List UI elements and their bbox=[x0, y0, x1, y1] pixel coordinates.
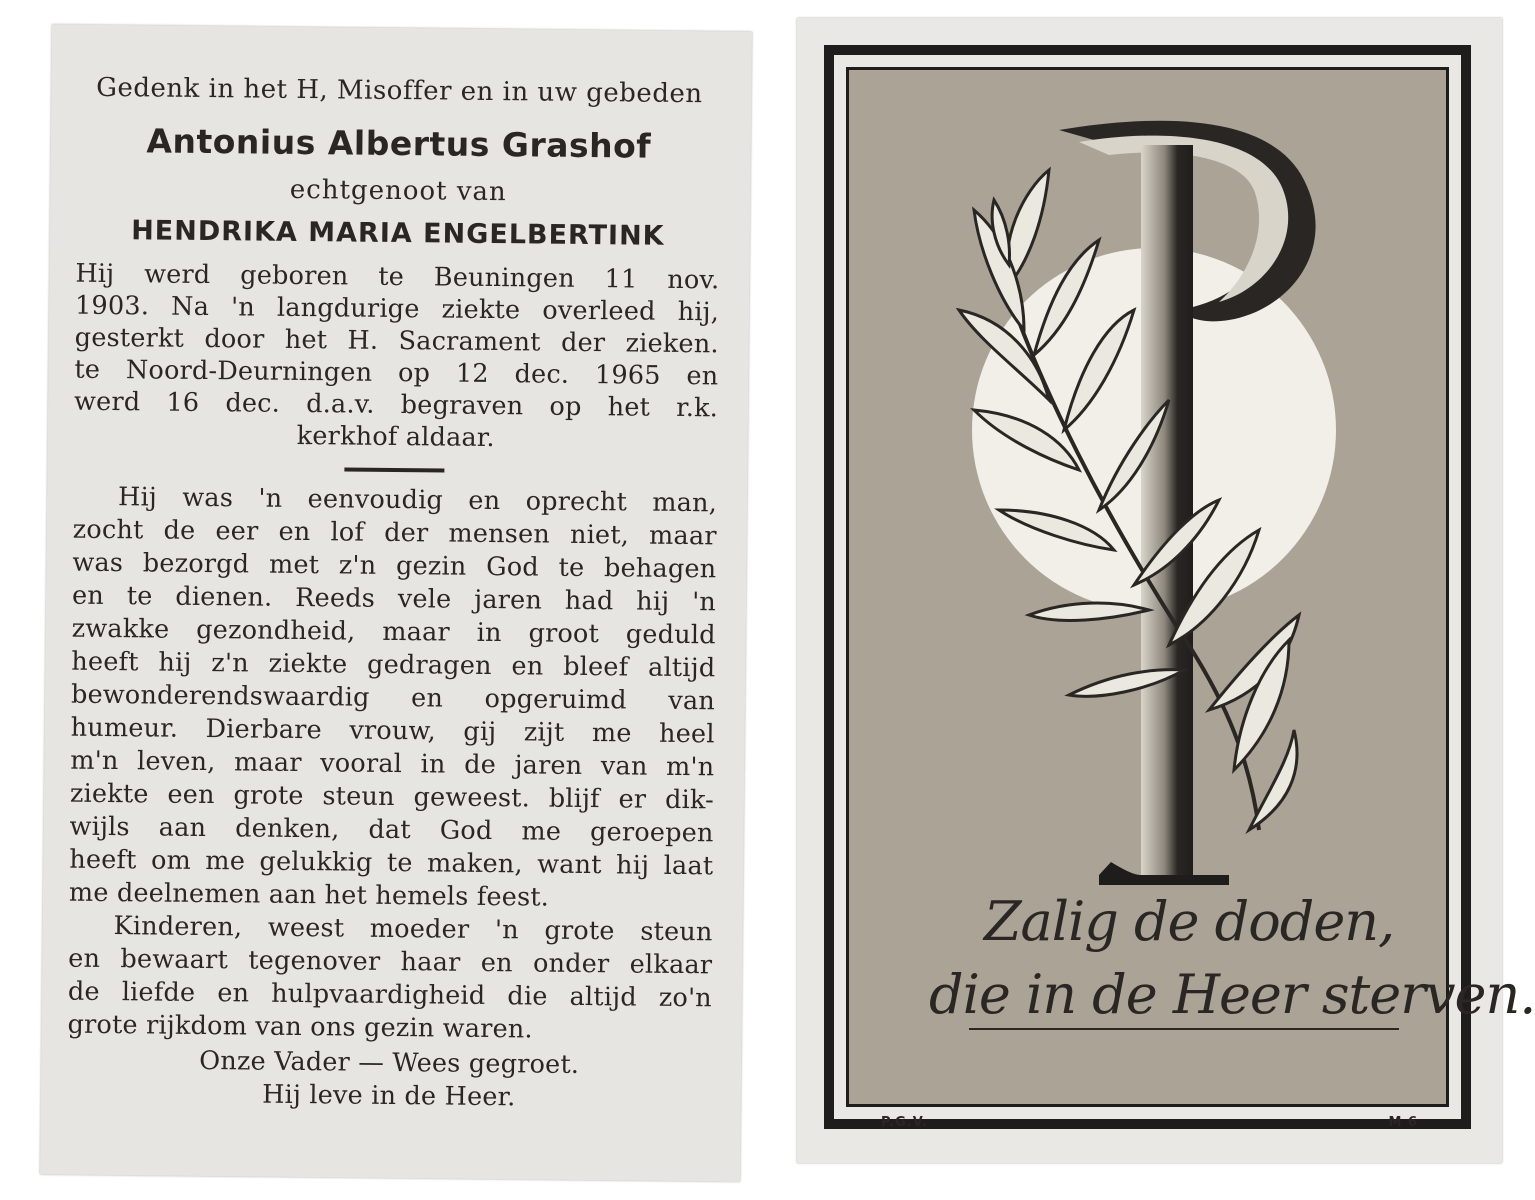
body-line: en bewaart tegenover haar en onder elkaar bbox=[68, 943, 713, 981]
body-line: zwakke gezondheid, maar in groot geduld bbox=[71, 613, 716, 651]
bio-line: te Noord-Deurningen op 12 dec. 1965 en bbox=[74, 354, 719, 392]
spouse-name: HENDRIKA MARIA ENGELBERTINK bbox=[131, 215, 665, 252]
body-line: Hij was 'n eenvoudig en oprecht man, bbox=[117, 482, 718, 519]
serif-left bbox=[1099, 862, 1141, 875]
body-line: bewonderendswaardig en opgeruimd van bbox=[70, 679, 716, 717]
body-line: heeft om me gelukkig te maken, want hij laat bbox=[69, 844, 714, 882]
body-line: Kinderen, weest moeder 'n grote steun bbox=[113, 911, 713, 948]
body-line: me deelnemen aan het hemels feest. bbox=[68, 877, 550, 913]
caption-line-2: die in de Heer sterven. bbox=[929, 963, 1535, 1026]
model-mark: M 6 bbox=[1388, 1115, 1418, 1130]
caption-line-1: Zalig de doden, bbox=[984, 890, 1395, 953]
letter-p-stem bbox=[1141, 145, 1193, 875]
intro-line: Gedenk in het H, Misoffer en in uw gebeden bbox=[96, 72, 703, 110]
body-line: heeft hij z'n ziekte gedragen en bleef altijd bbox=[71, 646, 716, 684]
bio-line: Hij werd geboren te Beuningen 11 nov. bbox=[75, 258, 720, 296]
memorial-image-card bbox=[797, 18, 1535, 1163]
divider-rule bbox=[344, 467, 444, 472]
closing-blessing: Hij leve in de Heer. bbox=[261, 1079, 516, 1113]
body-line: was bezorgd met z'n gezin God te behagen bbox=[72, 547, 717, 585]
bio-line: gesterkt door het H. Sacrament der zieken. bbox=[74, 322, 719, 360]
letter-p-foot bbox=[1099, 875, 1229, 885]
image-panel bbox=[846, 67, 1535, 1130]
bio-line: 1903. Na 'n langdurige ziekte overleed hij, bbox=[74, 290, 720, 328]
memorial-text-card bbox=[40, 24, 752, 1181]
bio-line: werd 16 dec. d.a.v. begraven op het r.k. bbox=[73, 386, 719, 424]
body-line: m'n leven, maar vooral in de jaren van m'n bbox=[70, 745, 715, 783]
publisher-mark: P.G.V. bbox=[881, 1115, 929, 1130]
deceased-name: Antonius Albertus Grashof bbox=[146, 121, 652, 166]
body-line: wijls aan denken, dat God me geroepen bbox=[69, 811, 714, 849]
body-line: humeur. Dierbare vrouw, gij zijt me heel bbox=[70, 712, 715, 750]
closing-prayer: Onze Vader — Wees gegroet. bbox=[199, 1045, 580, 1080]
caption-flourish bbox=[969, 1028, 1399, 1030]
spouse-of-label: echtgenoot van bbox=[289, 174, 507, 208]
body-line: zocht de eer en lof der mensen niet, maar bbox=[72, 514, 717, 552]
body-line: de liefde en hulpvaardigheid die altijd zo'n bbox=[67, 976, 713, 1014]
black-frame bbox=[824, 45, 1535, 1130]
body-line: ziekte een grote steun geweest. blijf er dik- bbox=[69, 778, 715, 816]
bio-line: kerkhof aldaar. bbox=[296, 420, 495, 454]
body-line: grote rijkdom van ons gezin waren. bbox=[67, 1009, 533, 1045]
body-line: en te dienen. Reeds vele jaren had hij 'n bbox=[71, 580, 717, 618]
